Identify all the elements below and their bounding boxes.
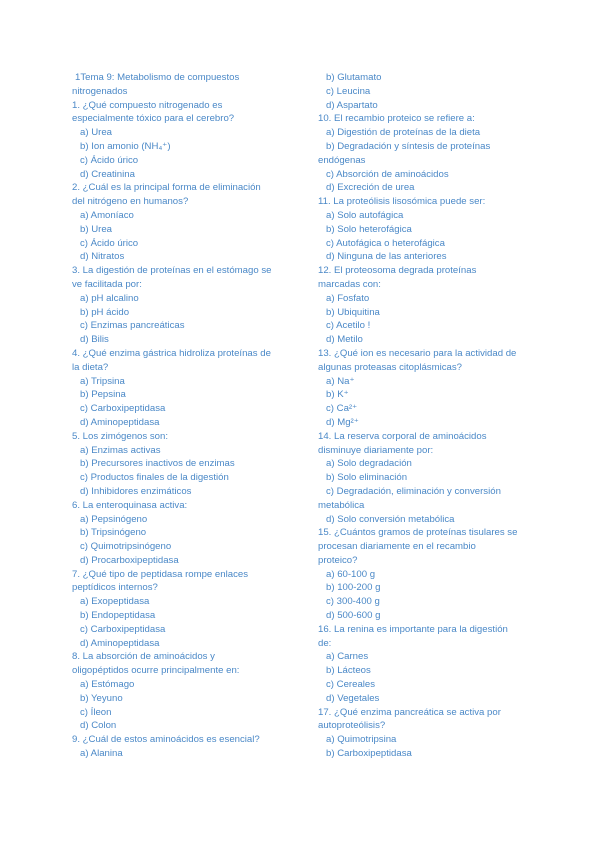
question-text bbox=[318, 195, 574, 209]
answer-option: c) Acetilo ! bbox=[326, 320, 371, 332]
answer-option: c) 300-400 g bbox=[326, 596, 380, 608]
question-line: 6. La enteroquinasa activa: bbox=[72, 499, 188, 511]
question-text bbox=[318, 430, 574, 458]
question-line: 16. La renina es importante para la digestión bbox=[318, 623, 508, 635]
answer-option: d) Procarboxipeptidasa bbox=[80, 554, 179, 566]
answer-option: b) Solo eliminación bbox=[326, 472, 408, 484]
answer-option: d) Colon bbox=[80, 720, 117, 732]
answer-option: c) Autofágica o heterofágica bbox=[326, 237, 445, 249]
question-text bbox=[72, 733, 328, 747]
question-13 bbox=[318, 347, 574, 430]
answer-option: b) pH ácido bbox=[80, 306, 130, 318]
question-line: la dieta? bbox=[72, 361, 109, 373]
question-text bbox=[318, 112, 574, 126]
title-line: nitrogenados bbox=[72, 85, 128, 97]
answer-option: b) 100-200 g bbox=[326, 582, 381, 594]
answer-option: a) Na⁺ bbox=[326, 375, 355, 387]
answer-option: b) Tripsinógeno bbox=[80, 527, 147, 539]
question-11 bbox=[318, 195, 574, 264]
answer-option: d) Vegetales bbox=[326, 692, 380, 704]
question-8 bbox=[72, 650, 328, 733]
question-line: autoproteólisis? bbox=[318, 720, 386, 732]
question-line: 5. Los zimógenos son: bbox=[72, 430, 168, 442]
answer-option: c) Ácido úrico bbox=[80, 237, 139, 249]
question-line: 12. El proteosoma degrada proteínas bbox=[318, 265, 477, 277]
question-3 bbox=[72, 264, 328, 347]
answer-option: a) Urea bbox=[80, 127, 112, 139]
answer-option: d) Solo conversión metabólica bbox=[326, 513, 455, 525]
question-line: 13. ¿Qué ion es necesario para la actividad de bbox=[318, 347, 517, 359]
answer-option: b) Ubiquitina bbox=[326, 306, 380, 318]
question-line: oligopéptidos ocurre principalmente en: bbox=[72, 665, 240, 677]
answer-option: d) Ninguna de las anteriores bbox=[326, 251, 447, 263]
answer-option: c) Ca²⁺ bbox=[326, 403, 358, 415]
left-questions bbox=[72, 99, 328, 761]
answer-option: b) Yeyuno bbox=[80, 692, 123, 704]
answer-option: c) Carboxipeptidasa bbox=[80, 623, 166, 635]
question-text bbox=[72, 347, 328, 375]
answer-option: d) Metilo bbox=[326, 334, 363, 346]
question-line: proteico? bbox=[318, 554, 358, 566]
title-line: 1Tema 9: Metabolismo de compuestos bbox=[75, 72, 240, 83]
question-7 bbox=[72, 568, 328, 651]
document-title-continuation bbox=[72, 85, 328, 99]
answer-option: c) Cereales bbox=[326, 679, 376, 691]
question-line: 10. El recambio proteico se refiere a: bbox=[318, 113, 475, 125]
document-title bbox=[75, 71, 328, 85]
answer-option: d) Excreción de urea bbox=[326, 182, 415, 194]
question-line: 1. ¿Qué compuesto nitrogenado es bbox=[72, 99, 223, 111]
question-line: 15. ¿Cuántos gramos de proteínas tisulares se bbox=[318, 527, 518, 539]
answer-option: c) Íleon bbox=[80, 706, 112, 718]
answer-option: a) Tripsina bbox=[80, 375, 125, 387]
answer-option: a) Pepsinógeno bbox=[80, 513, 148, 525]
answer-option: b) Glutamato bbox=[326, 72, 382, 83]
question-line: 3. La digestión de proteínas en el estómago se bbox=[72, 265, 272, 277]
question-text bbox=[318, 623, 574, 651]
question-text bbox=[72, 650, 328, 678]
answer-option: b) K⁺ bbox=[326, 389, 349, 401]
question-15 bbox=[318, 526, 574, 623]
question-text bbox=[72, 430, 328, 444]
question-2 bbox=[72, 181, 328, 264]
question-4 bbox=[72, 347, 328, 430]
question-17 bbox=[318, 706, 574, 761]
question-text bbox=[72, 181, 328, 209]
answer-option: c) Ácido úrico bbox=[80, 154, 139, 166]
answer-option: b) Solo heterofágica bbox=[326, 223, 412, 235]
answer-option: d) Bilis bbox=[80, 334, 109, 346]
question-line: 14. La reserva corporal de aminoácidos bbox=[318, 430, 487, 442]
answer-option: a) Estómago bbox=[80, 679, 135, 691]
question-line: 4. ¿Qué enzima gástrica hidroliza proteínas de bbox=[72, 347, 271, 359]
answer-option: c) Productos finales de la digestión bbox=[80, 472, 229, 484]
question-text bbox=[318, 347, 574, 375]
answer-option: b) Carboxipeptidasa bbox=[326, 748, 412, 760]
answer-option: d) 500-600 g bbox=[326, 610, 381, 622]
answer-option: b) Lácteos bbox=[326, 665, 371, 677]
answer-option: a) Exopeptidasa bbox=[80, 596, 150, 608]
question-16 bbox=[318, 623, 574, 706]
answer-option: c) Quimotripsinógeno bbox=[80, 541, 172, 553]
answer-option: c) Leucina bbox=[326, 85, 371, 97]
answer-option: b) Precursores inactivos de enzimas bbox=[80, 458, 235, 470]
answer-option: a) Solo autofágica bbox=[326, 209, 404, 221]
question-line: marcadas con: bbox=[318, 278, 381, 290]
answer-option-wrap: endógenas bbox=[318, 154, 366, 166]
answer-option-wrap: metabólica bbox=[318, 499, 365, 511]
answer-option: d) Creatinina bbox=[80, 168, 135, 180]
question-10 bbox=[318, 112, 574, 195]
right-questions bbox=[318, 112, 574, 760]
answer-option: a) 60-100 g bbox=[326, 568, 376, 580]
answer-option: a) Quimotripsina bbox=[326, 734, 397, 746]
question-line: procesan diariamente en el recambio bbox=[318, 541, 476, 553]
answer-option: b) Endopeptidasa bbox=[80, 610, 156, 622]
question-12 bbox=[318, 264, 574, 347]
question-line: ve facilitada por: bbox=[72, 278, 142, 290]
question-9-options-continued bbox=[318, 71, 574, 112]
answer-option: a) Solo degradación bbox=[326, 458, 412, 470]
question-line: disminuye diariamente por: bbox=[318, 444, 434, 456]
answer-option: d) Inhibidores enzimáticos bbox=[80, 485, 192, 497]
answer-option: b) Pepsina bbox=[80, 389, 126, 401]
question-line: 11. La proteólisis lisosómica puede ser: bbox=[318, 196, 486, 208]
question-text bbox=[72, 499, 328, 513]
question-line: algunas proteasas citoplásmicas? bbox=[318, 361, 462, 373]
question-9 bbox=[72, 733, 328, 761]
answer-option: d) Nitratos bbox=[80, 251, 125, 263]
question-line: del nitrógeno en humanos? bbox=[72, 196, 189, 208]
question-line: 9. ¿Cuál de estos aminoácidos es esencial? bbox=[72, 734, 260, 746]
question-line: peptídicos internos? bbox=[72, 582, 158, 594]
answer-option: a) Fosfato bbox=[326, 292, 370, 304]
question-14 bbox=[318, 430, 574, 527]
question-line: 7. ¿Qué tipo de peptidasa rompe enlaces bbox=[72, 568, 248, 580]
question-line: especialmente tóxico para el cerebro? bbox=[72, 113, 235, 125]
answer-option: d) Aspartato bbox=[326, 99, 378, 111]
question-6 bbox=[72, 499, 328, 568]
answer-option: a) Carnes bbox=[326, 651, 369, 663]
answer-option: a) Amoníaco bbox=[80, 209, 134, 221]
answer-option: c) Absorción de aminoácidos bbox=[326, 168, 449, 180]
answer-option: d) Aminopeptidasa bbox=[80, 637, 160, 649]
question-line: 17. ¿Qué enzima pancreática se activa por bbox=[318, 706, 501, 718]
answer-option: c) Carboxipeptidasa bbox=[80, 403, 166, 415]
answer-option: c) Degradación, eliminación y conversión bbox=[326, 485, 501, 497]
answer-option: b) Urea bbox=[80, 223, 112, 235]
answer-option: b) Ion amonio (NH₄⁺) bbox=[80, 140, 171, 152]
question-text bbox=[318, 264, 574, 292]
answer-option: a) Digestión de proteínas de la dieta bbox=[326, 127, 481, 139]
question-line: de: bbox=[318, 637, 332, 649]
answer-option: a) pH alcalino bbox=[80, 292, 139, 304]
answer-option: a) Alanina bbox=[80, 748, 123, 760]
question-line: 2. ¿Cuál es la principal forma de eliminación bbox=[72, 182, 261, 194]
question-1 bbox=[72, 99, 328, 182]
question-text bbox=[318, 526, 574, 567]
question-text bbox=[72, 99, 328, 127]
question-text bbox=[318, 706, 574, 734]
question-line: 8. La absorción de aminoácidos y bbox=[72, 651, 215, 663]
answer-option: d) Aminopeptidasa bbox=[80, 416, 160, 428]
answer-option: c) Enzimas pancreáticas bbox=[80, 320, 185, 332]
answer-option: a) Enzimas activas bbox=[80, 444, 161, 456]
left-column bbox=[72, 71, 328, 761]
question-text bbox=[72, 264, 328, 292]
question-5 bbox=[72, 430, 328, 499]
answer-option: d) Mg²⁺ bbox=[326, 416, 359, 428]
right-column bbox=[318, 71, 574, 761]
question-text bbox=[72, 568, 328, 596]
answer-option: b) Degradación y síntesis de proteínas bbox=[326, 140, 491, 152]
